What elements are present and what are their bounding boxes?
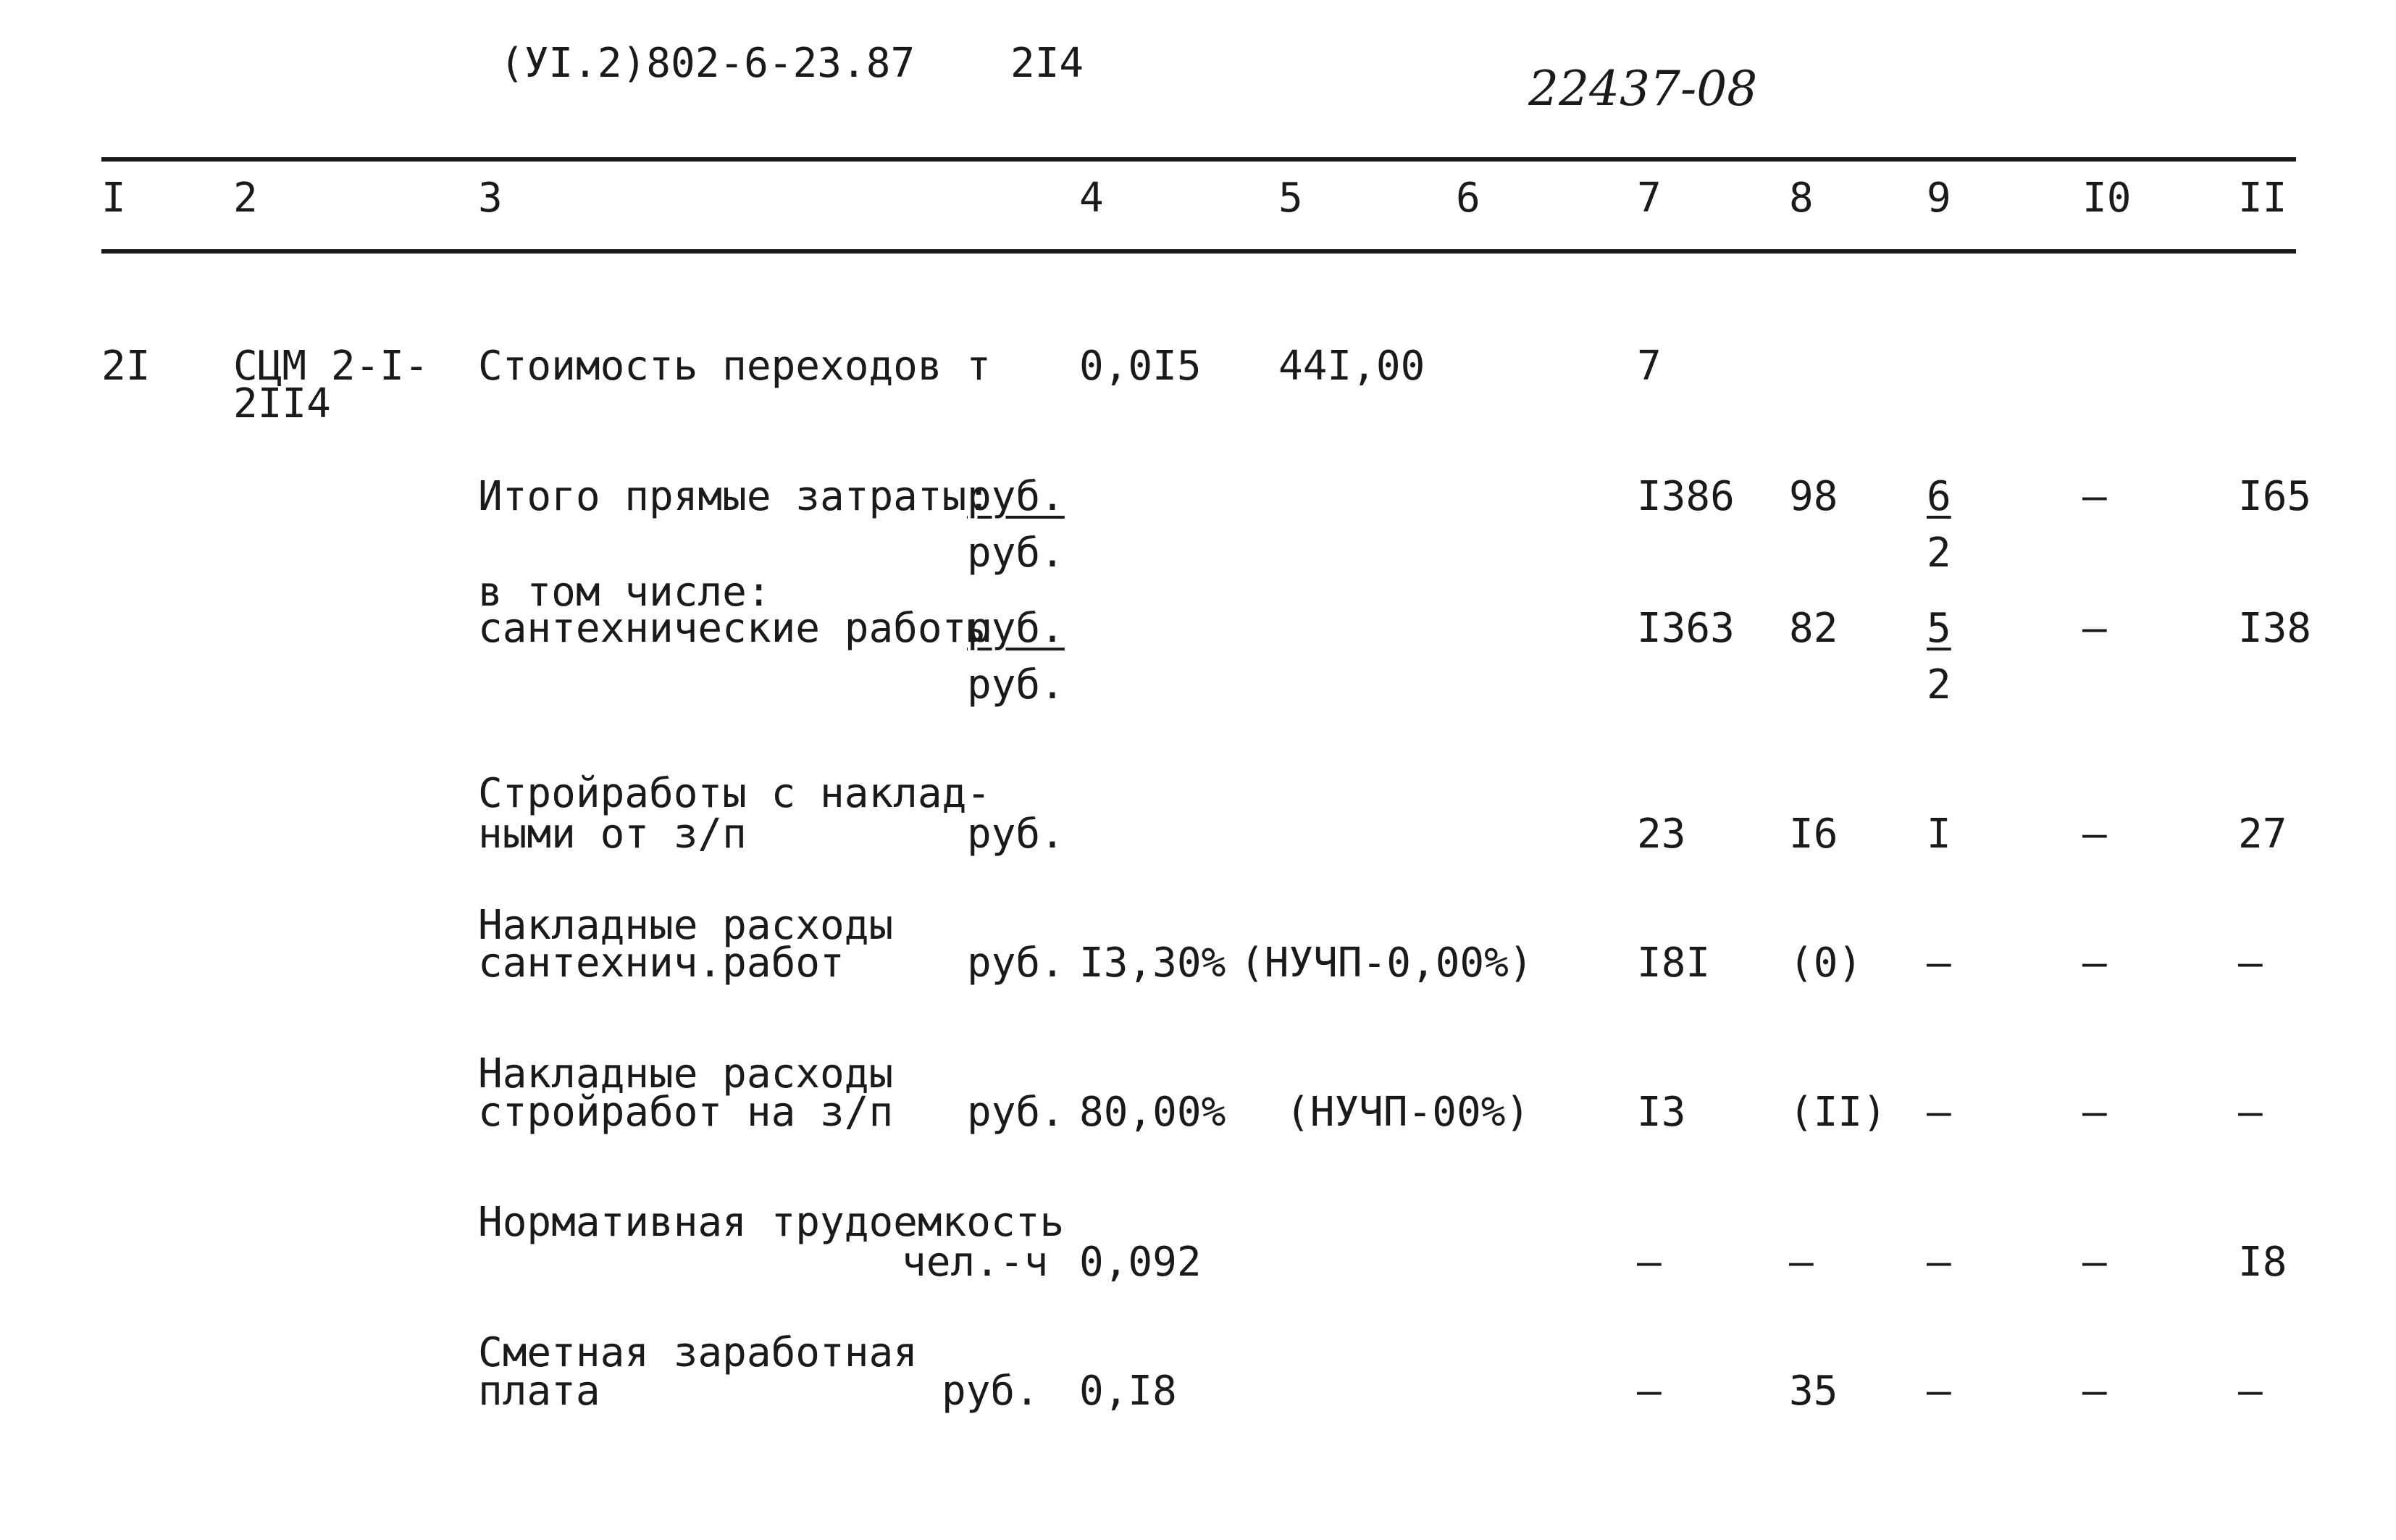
construction-col7: 23	[1637, 811, 1686, 858]
overhead-plumbing-unit: руб.	[967, 940, 1065, 987]
wages-label-line1: Сметная заработная	[478, 1329, 918, 1376]
plumbing-label: сантехнические работы	[478, 605, 992, 652]
direct-costs-col10: –	[2082, 473, 2107, 520]
plumbing-col9-top: 5	[1927, 605, 1951, 652]
overhead-construction-col11: –	[2238, 1089, 2263, 1136]
construction-unit: руб.	[967, 811, 1065, 858]
labor-col4: 0,092	[1079, 1239, 1202, 1286]
construction-col8: I6	[1789, 811, 1838, 858]
header-top-rule	[101, 157, 2296, 162]
direct-costs-col8: 98	[1789, 473, 1838, 520]
overhead-construction-col8: (II)	[1789, 1089, 1887, 1136]
overhead-plumbing-label-line1: Накладные расходы	[478, 902, 894, 949]
page-number: 2I4	[1010, 40, 1084, 87]
overhead-construction-rate: 80,00%	[1079, 1089, 1226, 1136]
overhead-construction-col10: –	[2082, 1089, 2107, 1136]
document-code: (УI.2)802-6-23.87	[500, 40, 916, 87]
column-header: I	[101, 175, 126, 222]
item-name: Стоимость переходов т	[478, 343, 992, 390]
overhead-plumbing-col11: –	[2238, 940, 2263, 987]
item-code-line2: 2II4	[233, 380, 331, 427]
plumbing-unit: руб.	[967, 605, 1065, 652]
column-header: 9	[1927, 175, 1951, 222]
labor-col9: –	[1927, 1239, 1951, 1286]
direct-costs-col7: I386	[1637, 473, 1735, 520]
plumbing-col9-bottom: 2	[1927, 661, 1951, 708]
plumbing-col8: 82	[1789, 605, 1838, 652]
overhead-construction-label-line1: Накладные расходы	[478, 1050, 894, 1097]
plumbing-col10: –	[2082, 605, 2107, 652]
item-number: 2I	[101, 343, 151, 390]
wages-col7: –	[1637, 1368, 1662, 1415]
column-header: 3	[478, 175, 503, 222]
wages-unit: руб.	[942, 1368, 1039, 1415]
direct-costs-col11: I65	[2238, 473, 2312, 520]
plumbing-col7: I363	[1637, 605, 1735, 652]
column-header: 5	[1278, 175, 1303, 222]
wages-col10: –	[2082, 1368, 2107, 1415]
item-quantity: 0,0I5	[1079, 343, 1202, 390]
construction-col11: 27	[2238, 811, 2287, 858]
column-header: I0	[2082, 175, 2132, 222]
header-bottom-rule	[101, 249, 2296, 254]
wages-col11: –	[2238, 1368, 2263, 1415]
labor-unit: чел.-ч	[902, 1239, 1049, 1286]
column-header: 4	[1079, 175, 1104, 222]
item-unit-price: 44I,00	[1278, 343, 1425, 390]
direct-costs-col9-bottom: 2	[1927, 530, 1951, 577]
overhead-plumbing-col9: –	[1927, 940, 1951, 987]
construction-label-line1: Стройработы с наклад-	[478, 770, 992, 817]
overhead-plumbing-nuchp: (НУЧП-0,00%)	[1240, 940, 1533, 987]
construction-col10: –	[2082, 811, 2107, 858]
direct-costs-col9-top: 6	[1927, 473, 1951, 520]
overhead-plumbing-label-line2: сантехнич.работ	[478, 940, 845, 987]
item-code-line1: СЦМ 2-I-	[233, 343, 429, 390]
overhead-construction-nuchp: (НУЧП-00%)	[1286, 1089, 1530, 1136]
overhead-construction-col9: –	[1927, 1089, 1951, 1136]
overhead-plumbing-col7: I8I	[1637, 940, 1711, 987]
column-header: 6	[1456, 175, 1480, 222]
column-header: II	[2238, 175, 2287, 222]
plumbing-col11: I38	[2238, 605, 2312, 652]
handwritten-number: 22437-08	[1528, 61, 1758, 117]
item-total: 7	[1637, 343, 1662, 390]
plumbing-unit-2: руб.	[967, 661, 1065, 708]
direct-costs-label: Итого прямые затраты:	[478, 473, 992, 520]
column-header: 7	[1637, 175, 1662, 222]
including-label: в том числе:	[478, 569, 771, 616]
column-header: 8	[1789, 175, 1814, 222]
overhead-plumbing-col8: (0)	[1789, 940, 1863, 987]
wages-label-line2: плата	[478, 1368, 600, 1415]
overhead-plumbing-col10: –	[2082, 940, 2107, 987]
wages-col8: 35	[1789, 1368, 1838, 1415]
labor-col11: I8	[2238, 1239, 2287, 1286]
wages-col4: 0,I8	[1079, 1368, 1177, 1415]
labor-col7: –	[1637, 1239, 1662, 1286]
labor-col8: –	[1789, 1239, 1814, 1286]
construction-label-line2: ными от з/п	[478, 811, 747, 858]
overhead-construction-unit: руб.	[967, 1089, 1065, 1136]
direct-costs-unit-2: руб.	[967, 530, 1065, 577]
labor-label: Нормативная трудоемкость	[478, 1199, 1065, 1246]
overhead-construction-label-line2: стройработ на з/п	[478, 1089, 894, 1136]
wages-col9: –	[1927, 1368, 1951, 1415]
construction-col9: I	[1927, 811, 1951, 858]
labor-col10: –	[2082, 1239, 2107, 1286]
direct-costs-unit: руб.	[967, 473, 1065, 520]
overhead-construction-col7: I3	[1637, 1089, 1686, 1136]
overhead-plumbing-rate: I3,30%	[1079, 940, 1226, 987]
column-header: 2	[233, 175, 258, 222]
